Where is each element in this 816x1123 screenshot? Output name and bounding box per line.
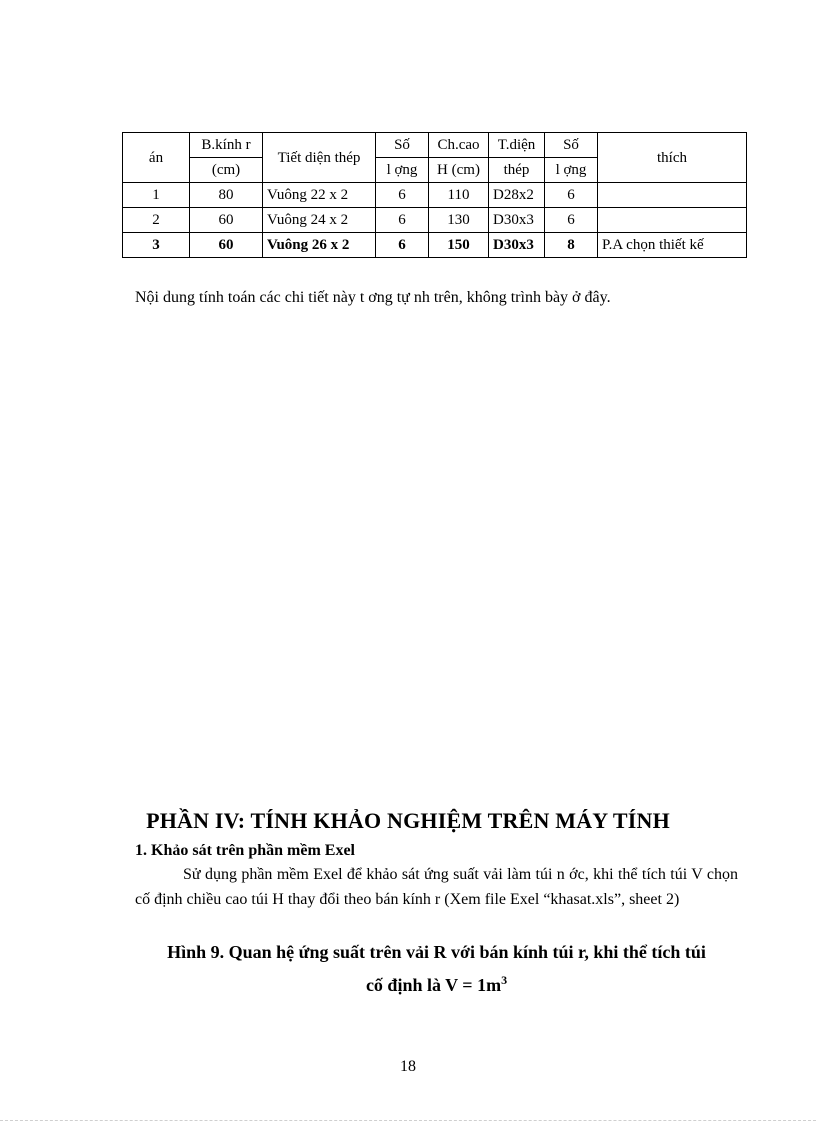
table-cell: D28x2: [489, 183, 545, 208]
header-cell: l ợng: [376, 158, 429, 183]
table-cell: 1: [123, 183, 190, 208]
header-cell: l ợng: [545, 158, 598, 183]
table-cell: P.A chọn thiết kế: [598, 233, 747, 258]
sub-heading: 1. Khảo sát trên phần mềm Exel: [135, 842, 355, 859]
header-cell: thích: [598, 133, 747, 183]
header-cell: Tiết diện thép: [263, 133, 376, 183]
header-cell: án: [123, 133, 190, 183]
header-cell: B.kính r: [190, 133, 263, 158]
table-cell: [598, 208, 747, 233]
table-row: [123, 183, 747, 208]
header-cell: Ch.cao: [429, 133, 489, 158]
page-number: 18: [400, 1058, 416, 1075]
section-title: PHẦN IV: TÍNH KHẢO NGHIỆM TRÊN MÁY TÍNH: [146, 808, 670, 833]
table-cell: 3: [123, 233, 190, 258]
table-cell: 8: [545, 233, 598, 258]
table-cell: 6: [545, 183, 598, 208]
figure-caption: [135, 938, 738, 999]
table-cell: 6: [545, 208, 598, 233]
table-cell: 6: [376, 233, 429, 258]
figure-caption-line1: Hình 9. Quan hệ ứng suất trên vải R với bán kính túi r, khi thể tích túi: [167, 942, 706, 962]
table-row: [123, 208, 747, 233]
table-row-selected: [123, 233, 747, 258]
design-options-table: [122, 132, 747, 258]
table-cell: D30x3: [489, 208, 545, 233]
table-cell: 110: [429, 183, 489, 208]
note-paragraph: Nội dung tính toán các chi tiết này t ơng tự nh trên, không trình bày ở đây.: [135, 289, 611, 306]
body-text: Sử dụng phần mềm Exel để khảo sát ứng suất vải làm túi n ớc, khi thể tích túi V chọn cố định chiều cao túi H thay đổi theo bán kính r (Xem file Exel “khasat.xls”, sheet 2): [135, 866, 738, 908]
table-cell: 6: [376, 208, 429, 233]
header-cell: T.diện: [489, 133, 545, 158]
table-cell: 80: [190, 183, 263, 208]
table-cell: D30x3: [489, 233, 545, 258]
table-cell: 6: [376, 183, 429, 208]
header-cell: Số: [376, 133, 429, 158]
table-cell: Vuông 22 x 2: [263, 183, 376, 208]
table-cell: [598, 183, 747, 208]
superscript: 3: [501, 973, 508, 987]
table-header-row: [123, 133, 747, 158]
table-cell: Vuông 26 x 2: [263, 233, 376, 258]
table-cell: 150: [429, 233, 489, 258]
table-cell: 60: [190, 208, 263, 233]
header-cell: H (cm): [429, 158, 489, 183]
table-cell: 60: [190, 233, 263, 258]
page-bottom-divider: [0, 1120, 816, 1121]
figure-caption-line2: [135, 966, 738, 999]
header-cell: (cm): [190, 158, 263, 183]
header-cell: thép: [489, 158, 545, 183]
table-cell: 130: [429, 208, 489, 233]
body-paragraph: [135, 862, 738, 912]
table-cell: 2: [123, 208, 190, 233]
figure-caption-text: cố định là V = 1m: [365, 975, 502, 995]
table-cell: Vuông 24 x 2: [263, 208, 376, 233]
header-cell: Số: [545, 133, 598, 158]
